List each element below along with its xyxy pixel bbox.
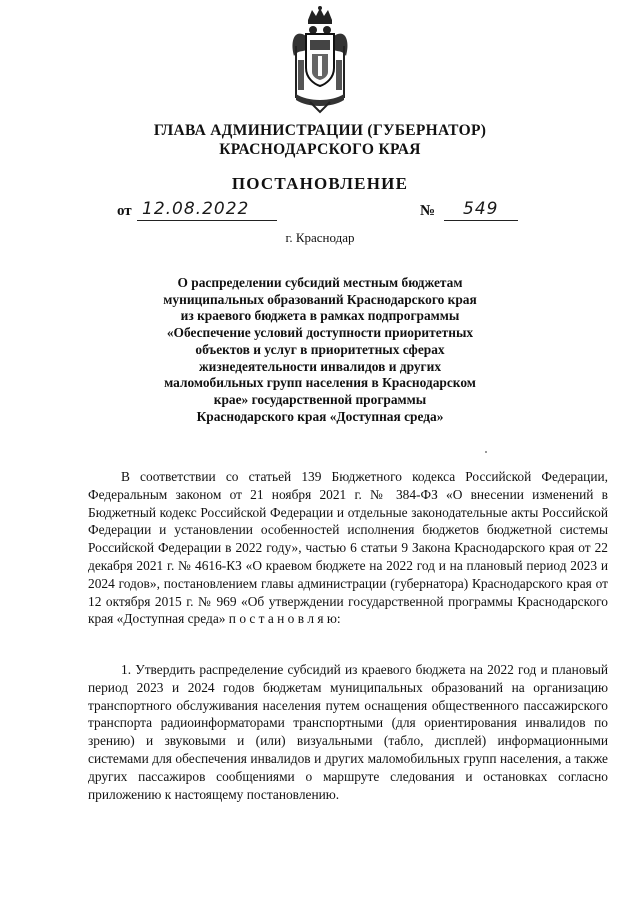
number-underline: [444, 220, 518, 221]
header-line-1: ГЛАВА АДМИНИСТРАЦИИ (ГУБЕРНАТОР): [153, 122, 487, 139]
scan-speck: [485, 451, 487, 453]
title-line: крае» государственной программы: [213, 391, 427, 407]
title-line: жизнедеятельности инвалидов и других: [198, 358, 442, 374]
paragraph-text: В соответствии со статьей 139 Бюджетного кодекса Российской Федерации, Федеральным законом от 21 ноября 2021 г. № 384-ФЗ «О внесении изменений в Бюджетный кодекс Российской Федерации и отдельные законодательные акты Российской Федерации и установлении особенностей исполнения бюджетов бюджетной системы Российской Федерации в 2022 году», частью 6 статьи 9 Закона Краснодарского края от 22 декабря 2021 г. № 4616-КЗ «О краевом бюджете на 2022 год и на плановый период 2023 и 2024 годов», постановлением главы администрации (губернатора) Краснодарского края от 12 октября 2015 г. № 969 «Об утверждении государственной программы Краснодарского края «Доступная среда» п о с т а н о в л я ю:: [88, 469, 608, 627]
title-line: объектов и услуг в приоритетных сферах: [195, 341, 445, 357]
title-line: маломобильных групп населения в Краснодарском: [164, 375, 476, 391]
date-value: 12.08.2022: [142, 199, 250, 219]
city: г. Краснодар: [285, 230, 355, 245]
number-prefix: №: [420, 203, 436, 219]
title-line: муниципальных образований Краснодарского края: [163, 291, 477, 307]
document-type: ПОСТАНОВЛЕНИЕ: [231, 174, 409, 193]
body-paragraph-2: [88, 661, 608, 803]
number-value: 549: [463, 199, 499, 219]
body-paragraph-1: [88, 468, 608, 628]
title-line: Краснодарского края «Доступная среда»: [196, 408, 444, 424]
header-line-2: КРАСНОДАРСКОГО КРАЯ: [219, 141, 421, 158]
date-underline: [137, 220, 277, 221]
title-line: О распределении субсидий местным бюджетам: [177, 275, 463, 290]
paragraph-text: 1. Утвердить распределение субсидий из краевого бюджета на 2022 год и плановый период 2023 и 2024 годов бюджетам муниципальных образований на организацию транспортного обслуживания населения путем оснащения общественного пассажирского транспорта радиоинформаторами транспортными (для ориентирования инвалидов по зрению) и звуковыми и (или) визуальными (табло, дисплей) информационными системами для обеспечения инвалидов и других маломобильных групп населения, а также других пассажиров сообщениями о маршруте следования и остановках согласно приложению к настоящему постановлению.: [88, 662, 608, 802]
document-title: [140, 275, 500, 425]
date-prefix: от: [117, 203, 132, 219]
krasnodar-coat-of-arms-icon: [288, 6, 352, 116]
title-line: из краевого бюджета в рамках подпрограммы: [180, 308, 460, 324]
title-line: «Обеспечение условий доступности приоритетных: [166, 325, 474, 341]
